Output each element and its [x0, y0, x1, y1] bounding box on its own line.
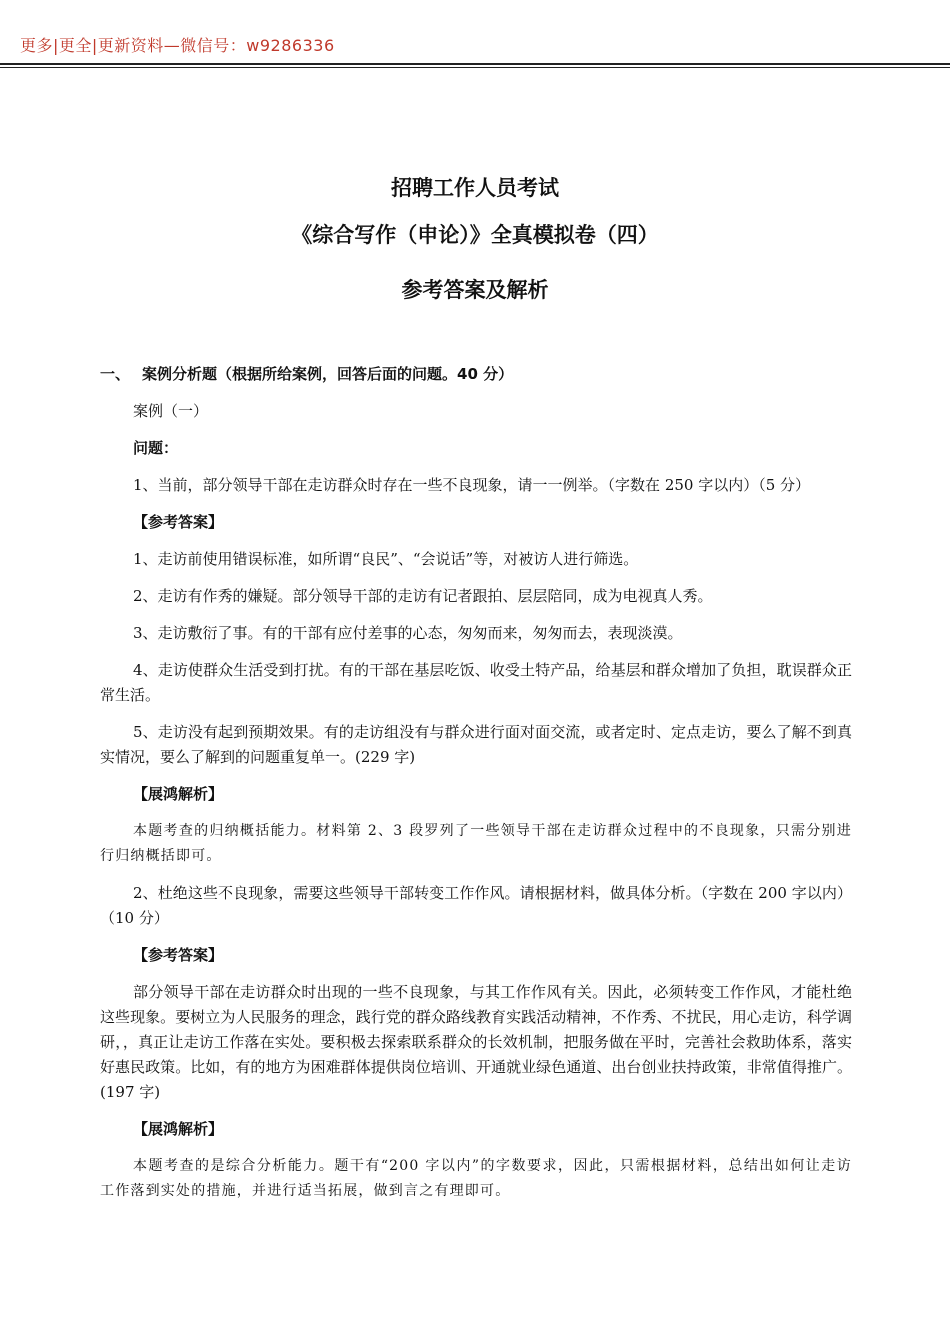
answer-item: 1、走访前使用错误标准，如所谓“良民”、“会说话”等，对被访人进行筛选。 [133, 550, 639, 568]
answer-text-2: 部分领导干部在走访群众时出现的一些不良现象，与其工作作风有关。因此，必须转变工作作风，才能杜绝这些现象。要树立为人民服务的理念，践行党的群众路线教育实践活动精神，不作秀、不扰民，用心走访，科学调研，，真正让走访工作落在实处。要积极去探索联系群众的长效机制，把服务做在平时，完善社会救助体系，落实好惠民政策。比如，有的地方为困难群体提供岗位培训、开通就业绿色通道、出台创业扶持政策，非常值得推广。(197 字) [100, 983, 852, 1101]
question-2: 2、杜绝这些不良现象，需要这些领导干部转变工作作风。请根据材料，做具体分析。（字数在 200 字以内）（10 分） [100, 884, 852, 927]
title-exam: 招聘工作人员考试 [391, 176, 559, 200]
answer-label-1: 【参考答案】 [133, 513, 224, 531]
title-paper: 《综合写作（申论）》全真模拟卷（四） [291, 223, 659, 247]
header-rule-thick [0, 63, 950, 65]
answer-item: 2、走访有作秀的嫌疑。部分领导干部的走访有记者跟拍、层层陪同，成为电视真人秀。 [133, 587, 713, 605]
header-rule-thin [0, 67, 950, 68]
question-1: 1、当前，部分领导干部在走访群众时存在一些不良现象，请一一例举。（字数在 250 字以内）（5 分） [133, 476, 811, 494]
analysis-label-1: 【展鸿解析】 [133, 785, 224, 803]
analysis-text-1: 本题考查的归纳概括能力。材料第 2、3 段罗列了一些领导干部在走访群众过程中的不良现象，只需分别进行归纳概括即可。 [100, 823, 852, 864]
analysis-label-2: 【展鸿解析】 [133, 1120, 224, 1138]
answer-item: 3、走访敷衍了事。有的干部有应付差事的心态，匆匆而来，匆匆而去，表现淡漠。 [133, 624, 683, 642]
analysis-text-2: 本题考查的是综合分析能力。题干有“200 字以内”的字数要求，因此，只需根据材料，总结出如何让走访工作落到实处的措施，并进行适当拓展，做到言之有理即可。 [100, 1158, 852, 1199]
section-heading [100, 362, 852, 387]
answer-label-2: 【参考答案】 [133, 946, 224, 964]
section-number: 一、 [100, 365, 131, 383]
title-answers: 参考答案及解析 [401, 278, 549, 302]
document-body [100, 362, 852, 1216]
questions-label: 问题： [133, 439, 179, 457]
watermark-banner: 更多|更全|更新资料—微信号：w9286336 [20, 36, 335, 55]
answer-item: 4、走访使群众生活受到打扰。有的干部在基层吃饭、收受土特产品，给基层和群众增加了负担，耽误群众正常生活。 [100, 661, 852, 704]
answer-item: 5、走访没有起到预期效果。有的走访组没有与群众进行面对面交流，或者定时、定点走访，要么了解不到真实情况，要么了解到的问题重复单一。(229 字) [100, 723, 852, 766]
case-label: 案例（一） [133, 402, 209, 420]
section-title: 案例分析题（根据所给案例，回答后面的问题。40 分） [142, 365, 514, 383]
